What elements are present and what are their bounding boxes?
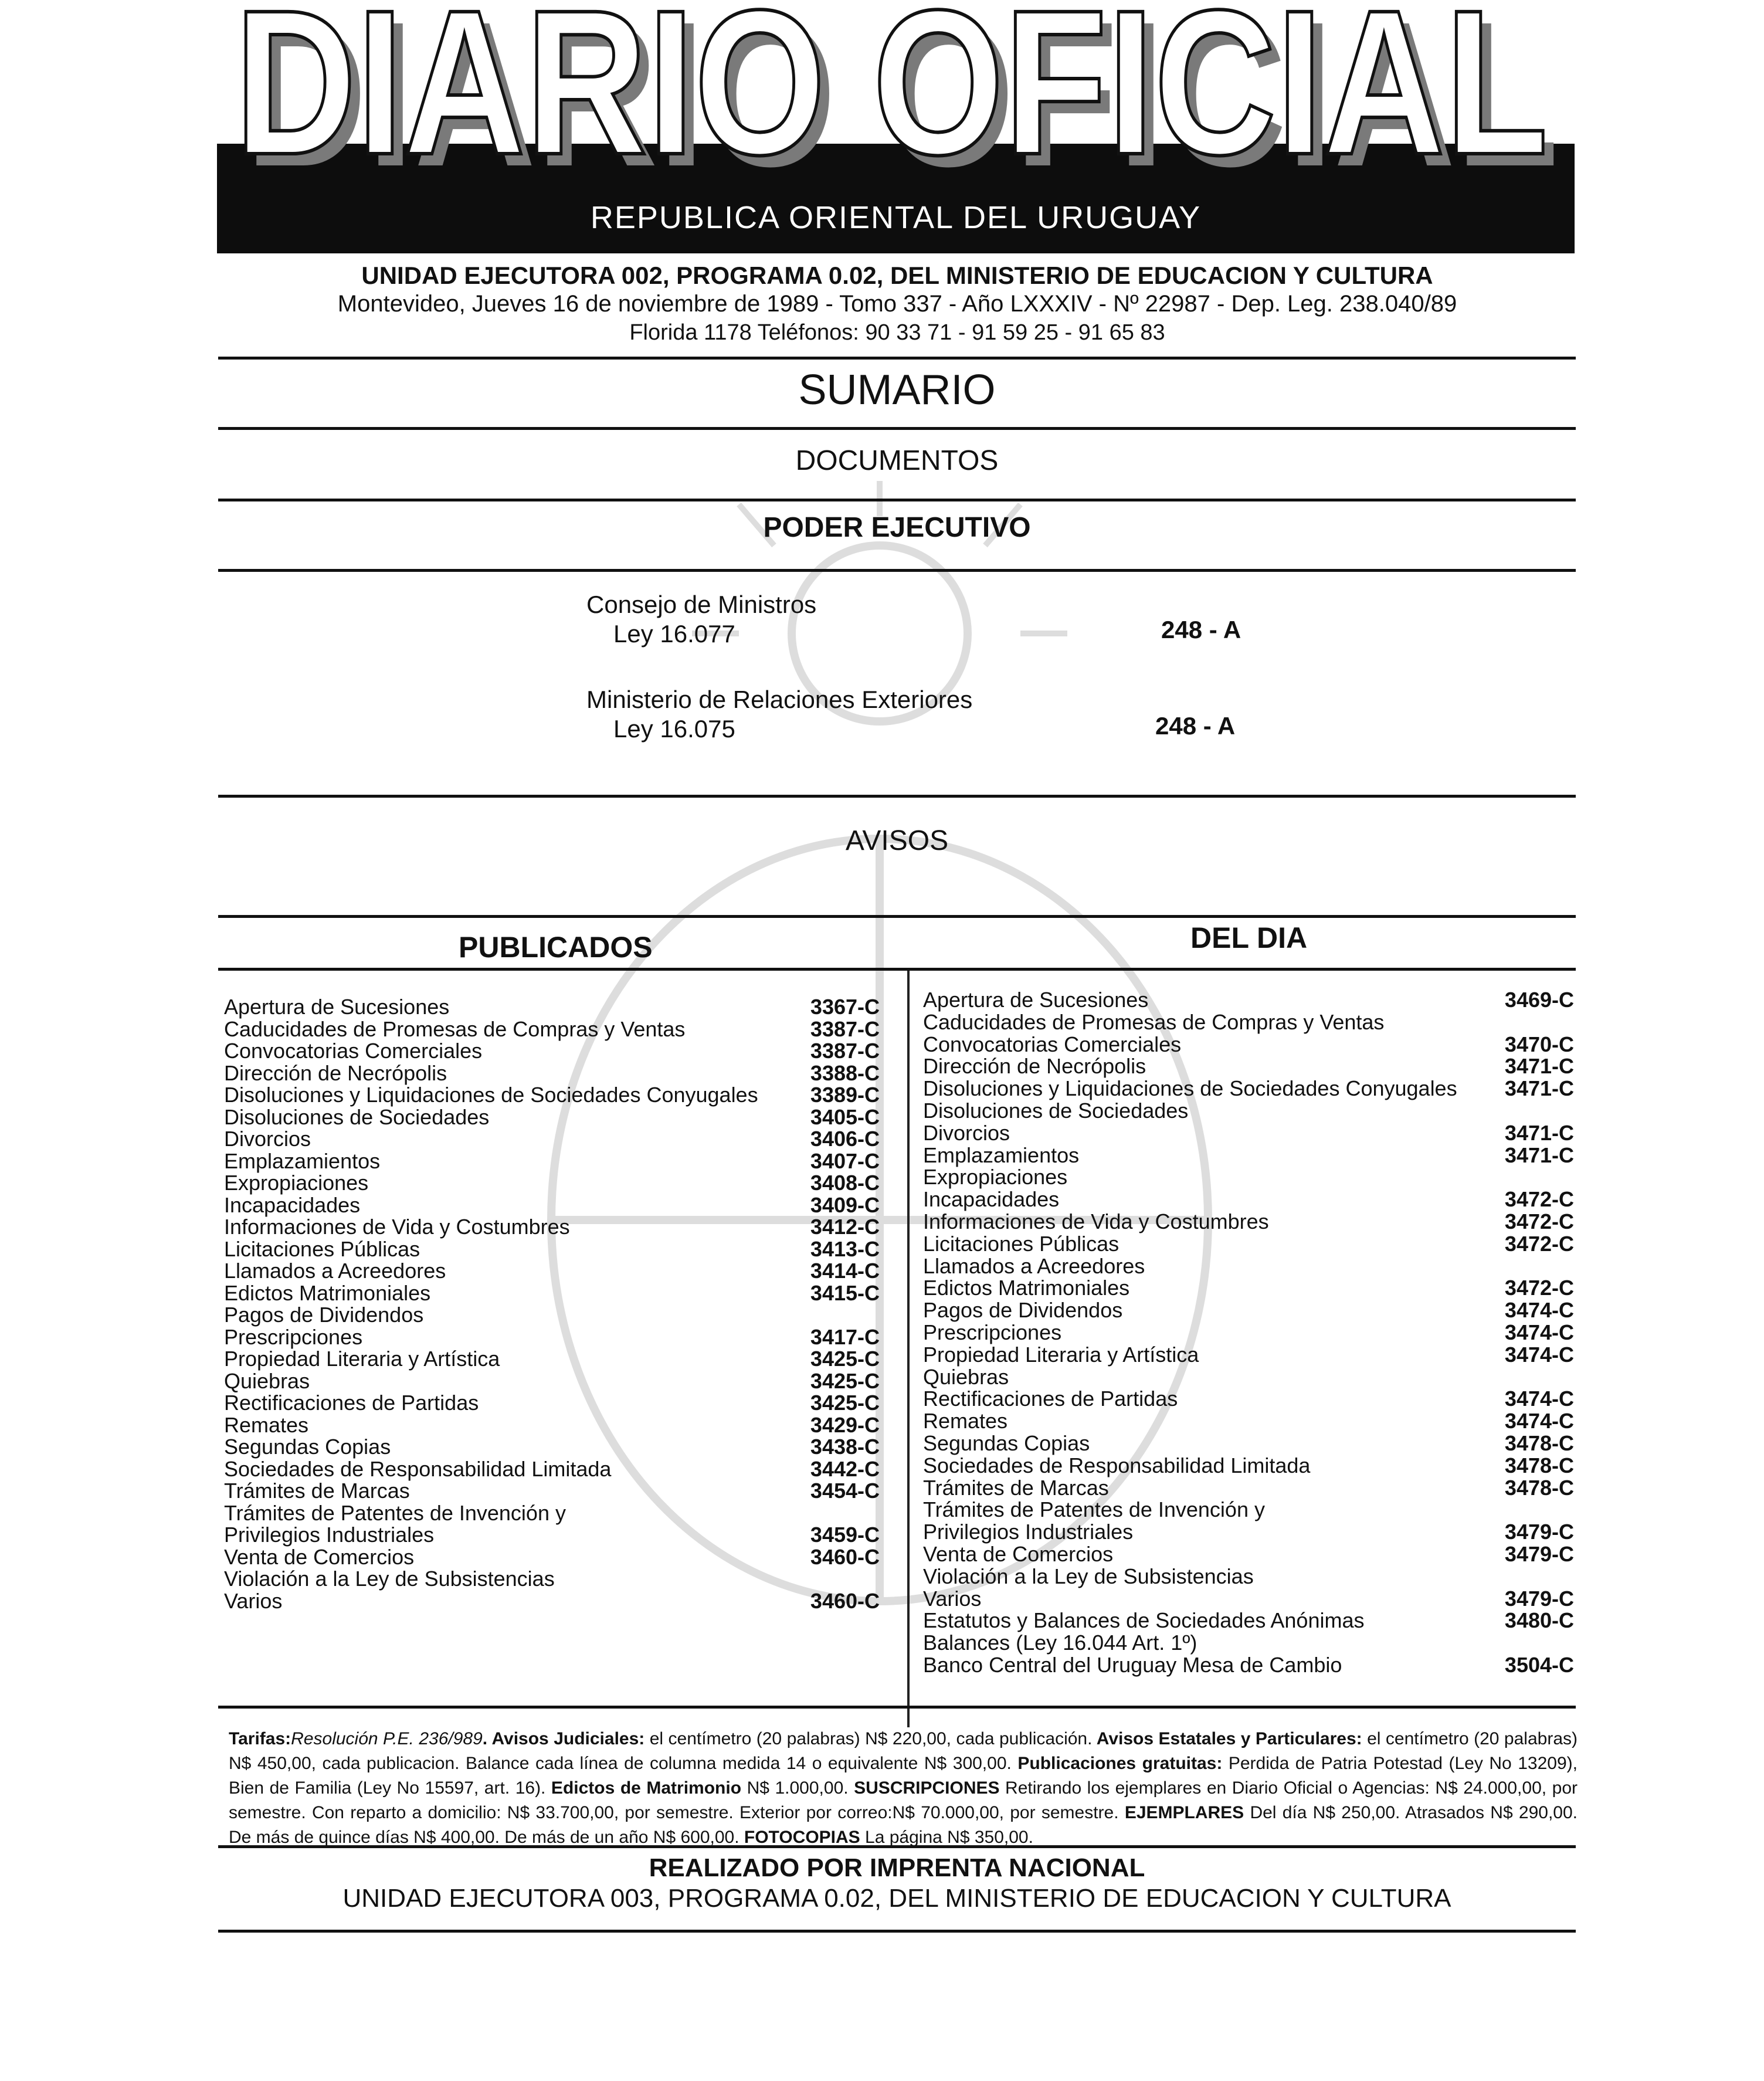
publicados-item-label: Emplazamientos	[224, 1148, 381, 1173]
del-dia-item-page: 3472-C	[1504, 1276, 1574, 1300]
del-dia-item-label: Llamados a Acreedores	[923, 1253, 1145, 1278]
del-dia-item-label: Prescripciones	[923, 1320, 1062, 1344]
del-dia-item-label: Edictos Matrimoniales	[923, 1276, 1130, 1300]
tarifas-judiciales-label: . Avisos Judiciales:	[482, 1729, 645, 1748]
del-dia-item-label: Disoluciones de Sociedades	[923, 1099, 1189, 1123]
tarifas-suscripciones-label: SUSCRIPCIONES	[848, 1778, 1000, 1798]
publicados-item-label: Apertura de Sucesiones	[224, 995, 450, 1019]
rule	[218, 915, 1576, 918]
document-law: Ley 16.077	[613, 620, 735, 648]
del-dia-item-page: 3478-C	[1504, 1431, 1574, 1455]
publicados-item-label: Quiebras	[224, 1368, 310, 1393]
document-body: Ministerio de Relaciones Exteriores	[586, 686, 973, 713]
del-dia-item-label: Quiebras	[923, 1364, 1009, 1389]
executing-unit-line: UNIDAD EJECUTORA 002, PROGRAMA 0.02, DEL MINISTERIO DE EDUCACION Y CULTURA	[361, 262, 1433, 289]
tarifas-ejemplares-text: Del día N$ 250,00. Atrasados N$ 290,00. De más de quince días N$ 400,00. De más de un año N$ 600,00.	[229, 1803, 1578, 1847]
del-dia-item-page: 3479-C	[1504, 1542, 1574, 1566]
publicados-item-page: 3388-C	[810, 1060, 880, 1085]
publicados-item-page: 3414-C	[810, 1259, 880, 1283]
del-dia-item-label: Dirección de Necrópolis	[923, 1054, 1146, 1079]
del-dia-item-label: Incapacidades	[923, 1187, 1060, 1212]
publicados-item-label: Pagos de Dividendos	[224, 1303, 424, 1327]
del-dia-item-page: 3504-C	[1504, 1653, 1574, 1677]
del-dia-item-label: Banco Central del Uruguay Mesa de Cambio	[923, 1653, 1342, 1677]
document-body: Consejo de Ministros	[586, 591, 817, 618]
del-dia-item-label: Propiedad Literaria y Artística	[923, 1342, 1199, 1367]
del-dia-item-page: 3478-C	[1504, 1475, 1574, 1500]
del-dia-item-page: 3474-C	[1504, 1409, 1574, 1433]
publicados-item-page: 3367-C	[810, 995, 880, 1019]
tarifas-matrimonio-text: N$ 1.000,00.	[741, 1778, 849, 1798]
publicados-item-page: 3412-C	[810, 1215, 880, 1239]
publicados-item-page: 3417-C	[810, 1324, 880, 1349]
del-dia-item-page: 3471-C	[1504, 1143, 1574, 1167]
svg-text:DIARIO OFICIAL: DIARIO OFICIAL	[245, 0, 1559, 176]
publicados-item-label: Dirección de Necrópolis	[224, 1060, 447, 1085]
publicados-item-label: Divorcios	[224, 1127, 311, 1151]
rule	[218, 357, 1576, 360]
publicados-item-label: Edictos Matrimoniales	[224, 1280, 431, 1305]
publicados-item-page: 3387-C	[810, 1039, 880, 1063]
tarifas-gratuitas-label: Publicaciones gratuitas:	[1011, 1754, 1223, 1773]
del-dia-item-page: 3471-C	[1504, 1120, 1574, 1145]
publicados-item-page: 3406-C	[810, 1127, 880, 1151]
poder-ejecutivo-heading: PODER EJECUTIVO	[763, 512, 1031, 543]
del-dia-item-page: 3479-C	[1504, 1586, 1574, 1611]
printer-credit: REALIZADO POR IMPRENTA NACIONAL	[649, 1853, 1145, 1882]
rule	[218, 968, 1576, 971]
del-dia-item-page: 3478-C	[1504, 1453, 1574, 1477]
rule	[218, 1930, 1576, 1933]
column-divider	[907, 971, 910, 1727]
footer-unit-line: UNIDAD EJECUTORA 003, PROGRAMA 0.02, DEL MINISTERIO DE EDUCACION Y CULTURA	[342, 1884, 1451, 1913]
publicados-item-page: 3405-C	[810, 1104, 880, 1129]
svg-text:DIARIO OFICIAL: DIARIO OFICIAL	[235, 0, 1548, 176]
sumario-heading: SUMARIO	[798, 367, 996, 414]
publicados-item-page: 3438-C	[810, 1435, 880, 1459]
publicados-item-page: 3425-C	[810, 1391, 880, 1415]
publicados-item-label: Licitaciones Públicas	[224, 1236, 420, 1261]
rule	[218, 499, 1576, 501]
del-dia-item-label: Licitaciones Públicas	[923, 1231, 1120, 1256]
del-dia-item-label: Balances (Ley 16.044 Art. 1º)	[923, 1631, 1198, 1655]
publicados-heading: PUBLICADOS	[459, 931, 653, 964]
tarifas-fotocopias-label: FOTOCOPIAS	[739, 1828, 860, 1847]
masthead-subtitle: REPUBLICA ORIENTAL DEL URUGUAY	[590, 200, 1202, 235]
publicados-item-page: 3460-C	[810, 1588, 880, 1613]
publicados-item-label: Llamados a Acreedores	[224, 1259, 446, 1283]
del-dia-item-page: 3472-C	[1504, 1187, 1574, 1212]
rule	[218, 427, 1576, 430]
del-dia-item-label: Trámites de Patentes de Invención y	[923, 1497, 1265, 1522]
publicados-item-label: Trámites de Marcas	[224, 1479, 410, 1503]
publicados-item-page: 3387-C	[810, 1016, 880, 1041]
tarifas-ejemplares-label: EJEMPLARES	[1118, 1803, 1244, 1822]
del-dia-item-page: 3474-C	[1504, 1387, 1574, 1411]
del-dia-item-page: 3469-C	[1504, 988, 1574, 1012]
publicados-item-page: 3460-C	[810, 1544, 880, 1569]
del-dia-item-label: Pagos de Dividendos	[923, 1298, 1123, 1323]
del-dia-item-label: Sociedades de Responsabilidad Limitada	[923, 1453, 1311, 1477]
del-dia-item-label: Emplazamientos	[923, 1143, 1080, 1167]
publicados-item-label: Segundas Copias	[224, 1435, 391, 1459]
tarifas-gratuitas-text: Perdida de Patria Potestad (Ley No 13209), Bien de Familia (Ley No 15597, art. 16).	[229, 1754, 1578, 1798]
rule	[218, 1845, 1576, 1848]
publicados-item-page: 3454-C	[810, 1479, 880, 1503]
publicados-item-page: 3409-C	[810, 1192, 880, 1217]
publicados-item-page: 3408-C	[810, 1171, 880, 1195]
del-dia-item-label: Informaciones de Vida y Costumbres	[923, 1209, 1269, 1233]
tarifas-estatales-label: Avisos Estatales y Particulares:	[1092, 1729, 1362, 1748]
tarifas-fotocopias-text: La página N$ 350,00.	[860, 1828, 1033, 1847]
del-dia-item-page: 3474-C	[1504, 1342, 1574, 1367]
tarifas-matrimonio-label: Edictos de Matrimonio	[545, 1778, 742, 1798]
del-dia-item-label: Remates	[923, 1409, 1008, 1433]
del-dia-item-label: Convocatorias Comerciales	[923, 1032, 1182, 1056]
rule	[218, 1706, 1576, 1709]
del-dia-item-page: 3480-C	[1504, 1608, 1574, 1633]
del-dia-item-page: 3470-C	[1504, 1032, 1574, 1056]
masthead-title	[223, 0, 1572, 176]
del-dia-item-label: Venta de Comercios	[923, 1542, 1114, 1566]
del-dia-item-page: 3471-C	[1504, 1076, 1574, 1101]
document-page: 248 - A	[1155, 712, 1236, 740]
del-dia-item-label: Apertura de Sucesiones	[923, 988, 1149, 1012]
publicados-item-label: Violación a la Ley de Subsistencias	[224, 1567, 555, 1591]
publicados-item-label: Privilegios Industriales	[224, 1523, 435, 1547]
publicados-item-label: Sociedades de Responsabilidad Limitada	[224, 1456, 612, 1481]
tarifas-resolution: Resolución P.E. 236/989	[291, 1729, 483, 1748]
publicados-item-label: Remates	[224, 1412, 309, 1437]
publicados-item-page: 3459-C	[810, 1523, 880, 1547]
tarifas-judiciales-text: el centímetro (20 palabras) N$ 220,00, cada publicación.	[644, 1729, 1093, 1748]
publicados-item-page: 3425-C	[810, 1368, 880, 1393]
del-dia-item-label: Privilegios Industriales	[923, 1520, 1134, 1544]
publicados-item-label: Rectificaciones de Partidas	[224, 1391, 479, 1415]
rule	[218, 569, 1576, 572]
publicados-item-label: Varios	[224, 1588, 283, 1613]
tarifas-suscripciones-text: Retirando los ejemplares en Diario Oficial o Agencias: N$ 24.000,00, por semestre. Con reparto a domicilio: N$ 33.700,00, por semestre. Exterior por correo:N$ 70.000,00, por semestre.	[229, 1778, 1578, 1822]
del-dia-item-label: Violación a la Ley de Subsistencias	[923, 1564, 1254, 1588]
del-dia-heading: DEL DIA	[1190, 921, 1308, 954]
del-dia-item-label: Trámites de Marcas	[923, 1475, 1109, 1500]
del-dia-item-page: 3474-C	[1504, 1320, 1574, 1344]
publicados-item-label: Trámites de Patentes de Invención y	[224, 1500, 566, 1525]
publicados-item-label: Expropiaciones	[224, 1171, 369, 1195]
publicados-item-page: 3429-C	[810, 1412, 880, 1437]
publicados-item-page: 3415-C	[810, 1280, 880, 1305]
tarifas-paragraph	[229, 1727, 1578, 1850]
del-dia-item-label: Divorcios	[923, 1120, 1010, 1145]
del-dia-item-label: Rectificaciones de Partidas	[923, 1387, 1178, 1411]
publicados-item-label: Disoluciones de Sociedades	[224, 1104, 490, 1129]
publicados-item-label: Disoluciones y Liquidaciones de Sociedades Conyugales	[224, 1083, 758, 1107]
avisos-heading: AVISOS	[845, 825, 949, 856]
publicados-item-page: 3442-C	[810, 1456, 880, 1481]
publicados-item-label: Venta de Comercios	[224, 1544, 415, 1569]
documentos-heading: DOCUMENTOS	[795, 445, 999, 476]
publicados-item-label: Convocatorias Comerciales	[224, 1039, 483, 1063]
del-dia-item-label: Segundas Copias	[923, 1431, 1090, 1455]
document-page: 248 - A	[1161, 616, 1241, 643]
publicados-item-label: Prescripciones	[224, 1324, 363, 1349]
del-dia-item-label: Varios	[923, 1586, 982, 1611]
tarifas-estatales-text: el centímetro (20 palabras) N$ 450,00, cada publicacion. Balance cada línea de columna medida 14 o equivalente N$ 300,00.	[229, 1729, 1578, 1773]
del-dia-item-label: Expropiaciones	[923, 1165, 1068, 1189]
publicados-item-label: Incapacidades	[224, 1192, 361, 1217]
del-dia-item-label: Caducidades de Promesas de Compras y Ventas	[923, 1009, 1385, 1034]
publicados-item-page: 3413-C	[810, 1236, 880, 1261]
del-dia-item-label: Disoluciones y Liquidaciones de Sociedades Conyugales	[923, 1076, 1457, 1101]
tarifas-label: Tarifas:	[229, 1729, 291, 1748]
publicados-item-page: 3389-C	[810, 1083, 880, 1107]
publicados-item-page: 3407-C	[810, 1148, 880, 1173]
publicados-item-label: Informaciones de Vida y Costumbres	[224, 1215, 570, 1239]
issue-date-line: Montevideo, Jueves 16 de noviembre de 1989 - Tomo 337 - Año LXXXIV - Nº 22987 - Dep. Leg. 238.040/89	[337, 291, 1457, 317]
publicados-item-label: Caducidades de Promesas de Compras y Ventas	[224, 1016, 686, 1041]
del-dia-item-page: 3474-C	[1504, 1298, 1574, 1323]
del-dia-item-page: 3479-C	[1504, 1520, 1574, 1544]
del-dia-item-label: Estatutos y Balances de Sociedades Anónimas	[923, 1608, 1365, 1633]
publicados-item-page: 3425-C	[810, 1347, 880, 1371]
document-law: Ley 16.075	[613, 715, 735, 743]
address-phones-line: Florida 1178 Teléfonos: 90 33 71 - 91 59 25 - 91 65 83	[629, 320, 1165, 345]
publicados-item-label: Propiedad Literaria y Artística	[224, 1347, 500, 1371]
rule	[218, 795, 1576, 798]
del-dia-item-page: 3472-C	[1504, 1231, 1574, 1256]
del-dia-item-page: 3472-C	[1504, 1209, 1574, 1233]
del-dia-item-page: 3471-C	[1504, 1054, 1574, 1079]
